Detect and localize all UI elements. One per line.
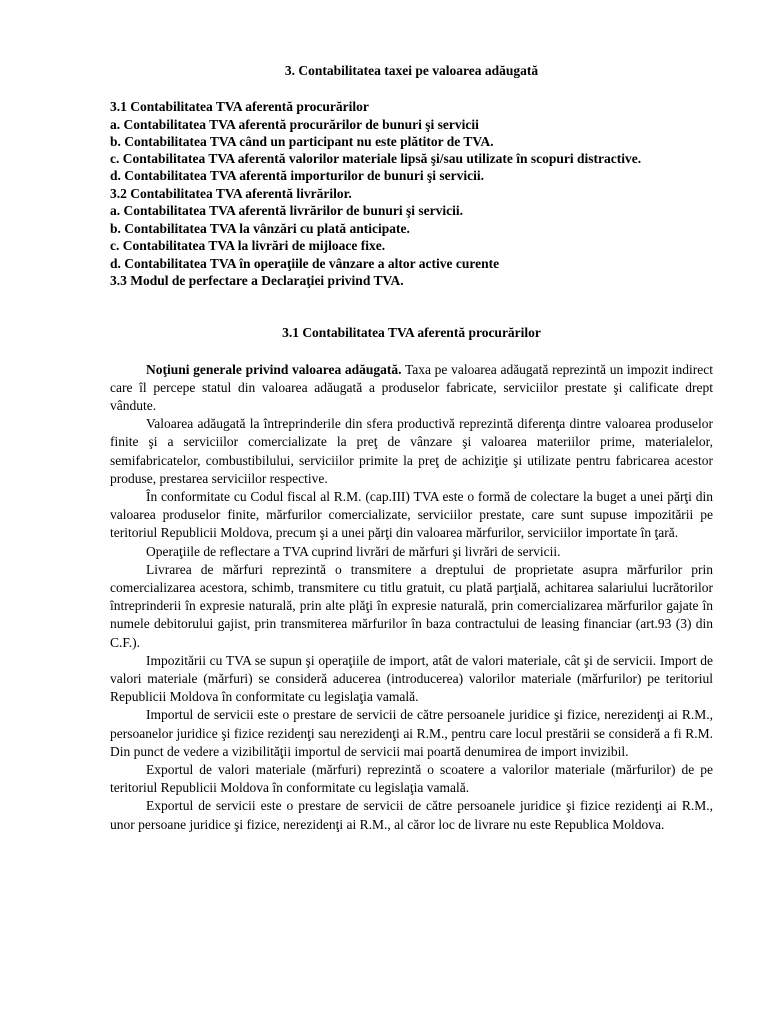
toc-item-3-1: 3.1 Contabilitatea TVA aferentă procurărilor bbox=[110, 99, 369, 114]
body-paragraph: Importul de servicii este o prestare de servicii de către persoanele juridice şi fizice, nerezidenţi ai R.M., persoanelor juridice şi fizice rezidenţi sau nerezidenţi ai R.M., pentru care locul prestării se consideră a fi R.M. Din punct de vedere a vizibilităţii importul de servicii mai poartă denumirea de import invizibil. bbox=[110, 707, 713, 759]
body-paragraph: Exportul de servicii este o prestare de servicii de către persoanele juridice şi fizice rezidenţi ai R.M., unor persoane juridice şi fizice, nerezidenţi ai R.M., al căror loc de livrare nu este Republica Moldova. bbox=[110, 798, 713, 832]
body-paragraph: Livrarea de mărfuri reprezintă o transmitere a dreptului de proprietate asupra mărfurilor prin comercializarea acestora, schimb, transmitere cu titlu gratuit, cu plată parţială, achitarea salariului lucrătorilor întreprinderii în expresie naturală, prin alte plăţi în expresie naturală, prin comercializarea mărfurilor gajate în numele debitorului gajist, prin transmiterea mărfurilor în baza contractului de leasing financiar (art.93 (3) din C.F.). bbox=[110, 561, 713, 650]
toc-item-3-1-d: d. Contabilitatea TVA aferentă importurilor de bunuri şi servicii. bbox=[110, 168, 485, 183]
toc-item-3-2: 3.2 Contabilitatea TVA aferentă livrărilor. bbox=[110, 185, 352, 201]
toc-item-3-3: 3.3 Modul de perfectare a Declaraţiei privind TVA. bbox=[110, 273, 404, 288]
body-paragraph bbox=[110, 361, 713, 416]
toc-item-3-1-a: a. Contabilitatea TVA aferentă procurărilor de bunuri şi servicii bbox=[110, 116, 479, 132]
body-paragraph: Impozitării cu TVA se supun şi operaţiile de import, atât de valori materiale, cât şi de servicii. Import de valori materiale (mărfuri) se consideră aducerea (introducerea) valorilor materiale (mărfurilor) pe teritoriul Republicii Moldova în conformitate cu legislaţia vamală. bbox=[110, 652, 713, 705]
body-paragraph: Exportul de valori materiale (mărfuri) reprezintă o scoatere a valorilor materiale (mărfurilor) de pe teritoriul Republicii Moldova în conformitate cu legislaţia vamală. bbox=[110, 761, 713, 796]
body-paragraph: Operaţiile de reflectare a TVA cuprind livrări de mărfuri şi livrări de servicii. bbox=[146, 543, 561, 559]
toc-item-3-2-b: b. Contabilitatea TVA la vânzări cu plată anticipate. bbox=[110, 220, 410, 236]
toc-item-3-2-d: d. Contabilitatea TVA în operaţiile de vânzare a altor active curente bbox=[110, 255, 500, 271]
body-paragraph: În conformitate cu Codul fiscal al R.M. (cap.III) TVA este o formă de colectare la buget a unei părţi din valoarea produselor finite, mărfurilor comercializate, serviciilor prestate, care sunt supuse impozitării pe teritoriul Republicii Moldova, precum şi a unei părţi din valoarea mărfurilor, serviciilor importate în ţară. bbox=[110, 488, 713, 541]
table-of-contents bbox=[110, 98, 713, 290]
document-page bbox=[110, 62, 713, 834]
toc-item-3-2-a: a. Contabilitatea TVA aferentă livrărilor de bunuri şi servicii. bbox=[110, 203, 463, 218]
toc-item-3-2-c: c. Contabilitatea TVA la livrări de mijloace fixe. bbox=[110, 238, 386, 253]
paragraph-text: Taxa pe valoarea adăugată reprezintă un impozit indirect care îl percepe statul din valoarea adăugată a produselor fabricate, serviciilor prestate şi calificate drept vândute. bbox=[110, 361, 714, 413]
document-title: 3. Contabilitatea taxei pe valoarea adăugată bbox=[284, 63, 539, 78]
toc-item-3-1-c: c. Contabilitatea TVA aferentă valorilor materiale lipsă şi/sau utilizate în scopuri distractive. bbox=[110, 150, 642, 166]
section-heading: 3.1 Contabilitatea TVA aferentă procurărilor bbox=[282, 324, 541, 340]
paragraph-lead-heading: Noţiuni generale privind valoarea adăugată. bbox=[146, 361, 402, 377]
toc-item-3-1-b: b. Contabilitatea TVA când un participant nu este plătitor de TVA. bbox=[110, 134, 494, 149]
body-text bbox=[110, 361, 713, 834]
body-paragraph: Valoarea adăugată la întreprinderile din sfera productivă reprezintă diferenţa dintre valoarea produselor finite şi a serviciilor comercializate la preţ de vânzare şi valoarea materiilor prime, materialelor, semifabricatelor, combustibilului, serviciilor primite la preţ de achiziţie şi utilizate pentru fabricarea acestor produse, prestarea serviciilor respective. bbox=[110, 416, 713, 486]
